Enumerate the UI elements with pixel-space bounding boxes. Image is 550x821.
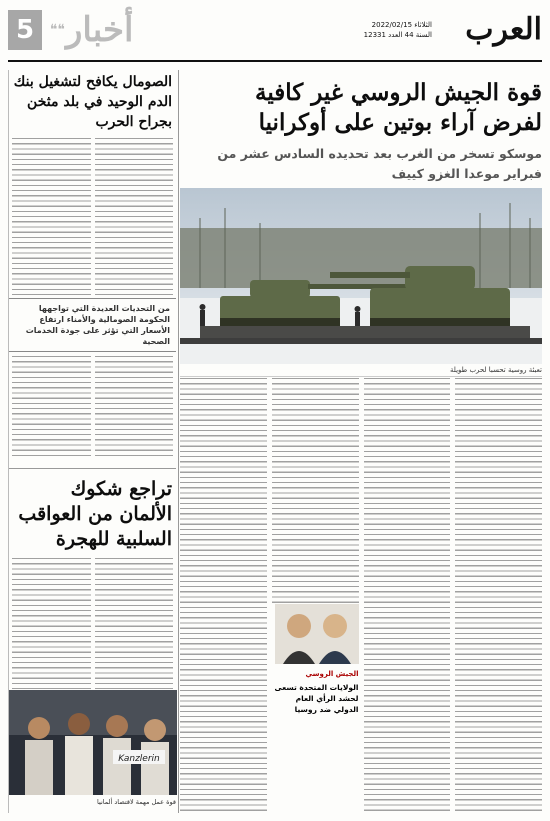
body-text (272, 378, 359, 604)
quote-source-label: الجيش الروسي (305, 670, 359, 679)
somalia-headline: الصومال يكافح لتشغيل بنك الدم الوحيد في بلد مثخن بجراح الحرب (13, 74, 172, 130)
page-number: 5 (8, 10, 42, 50)
body-column-4 (180, 378, 267, 813)
body-text (95, 558, 174, 698)
somalia-story (9, 72, 176, 456)
lead-photo-tanks (180, 188, 542, 364)
lead-headline-line2: لفرض آراء بوتين على أوكرانيا (258, 109, 542, 136)
issue-number: السنة 44 العدد 12331 (363, 31, 432, 39)
column-divider (178, 70, 179, 813)
lead-story (180, 70, 542, 813)
svg-text:Kanzlerin: Kanzlerin (118, 754, 160, 764)
section-title: أخبار (66, 10, 134, 50)
body-text (364, 378, 451, 813)
body-text (12, 138, 91, 298)
lead-headline (180, 78, 542, 138)
quote-marks-icon: ❝❝ (50, 22, 66, 38)
body-text (455, 378, 542, 813)
lead-photo-caption: تعبئة روسية تحسبا لحرب طويلة (180, 366, 542, 377)
issue-date: الثلاثاء 2022/02/15 (371, 21, 432, 29)
germany-photo-caption: قوة عمل مهمة لاقتصاد ألمانيا (97, 798, 176, 806)
somalia-pull-quote: من التحديات العديدة التي تواجهها الحكومة الصومالية والأمناء ارتفاع الأسعار التي تؤثر على جودة الخدمات الصحية (9, 298, 176, 352)
newspaper-logo: العرب (465, 12, 542, 47)
lead-headline-line1: قوة الجيش الروسي غير كافية (255, 79, 542, 106)
portrait-photo (275, 604, 359, 664)
body-column-3 (272, 378, 359, 813)
body-text (95, 138, 174, 298)
tank-train-illustration (180, 188, 542, 364)
dateline (364, 20, 432, 40)
body-column-1 (455, 378, 542, 813)
germany-workers-photo (9, 690, 177, 795)
lead-pull-quote: الولايات المتحدة تسعى لحشد الرأي العام الدولي ضد روسيا (274, 683, 359, 715)
body-text (95, 356, 174, 456)
germany-story (9, 468, 176, 698)
germany-body (9, 558, 176, 698)
germany-headline: تراجع شكوك الألمان من العواقب السلبية للهجرة (18, 478, 172, 550)
side-stories (8, 70, 176, 813)
somalia-body-cont (9, 356, 176, 456)
lead-body-columns (180, 378, 542, 813)
somalia-body (9, 138, 176, 298)
body-text (12, 356, 91, 456)
body-text (180, 378, 267, 813)
lead-subheadline: موسكو تسخر من الغرب بعد تحديده السادس عشر من فبراير موعدا الغزو كييف (217, 146, 542, 181)
body-column-2 (364, 378, 451, 813)
body-text (12, 558, 91, 698)
masthead (8, 6, 542, 62)
workers-illustration (9, 690, 177, 795)
author-portrait-panel (272, 604, 359, 715)
